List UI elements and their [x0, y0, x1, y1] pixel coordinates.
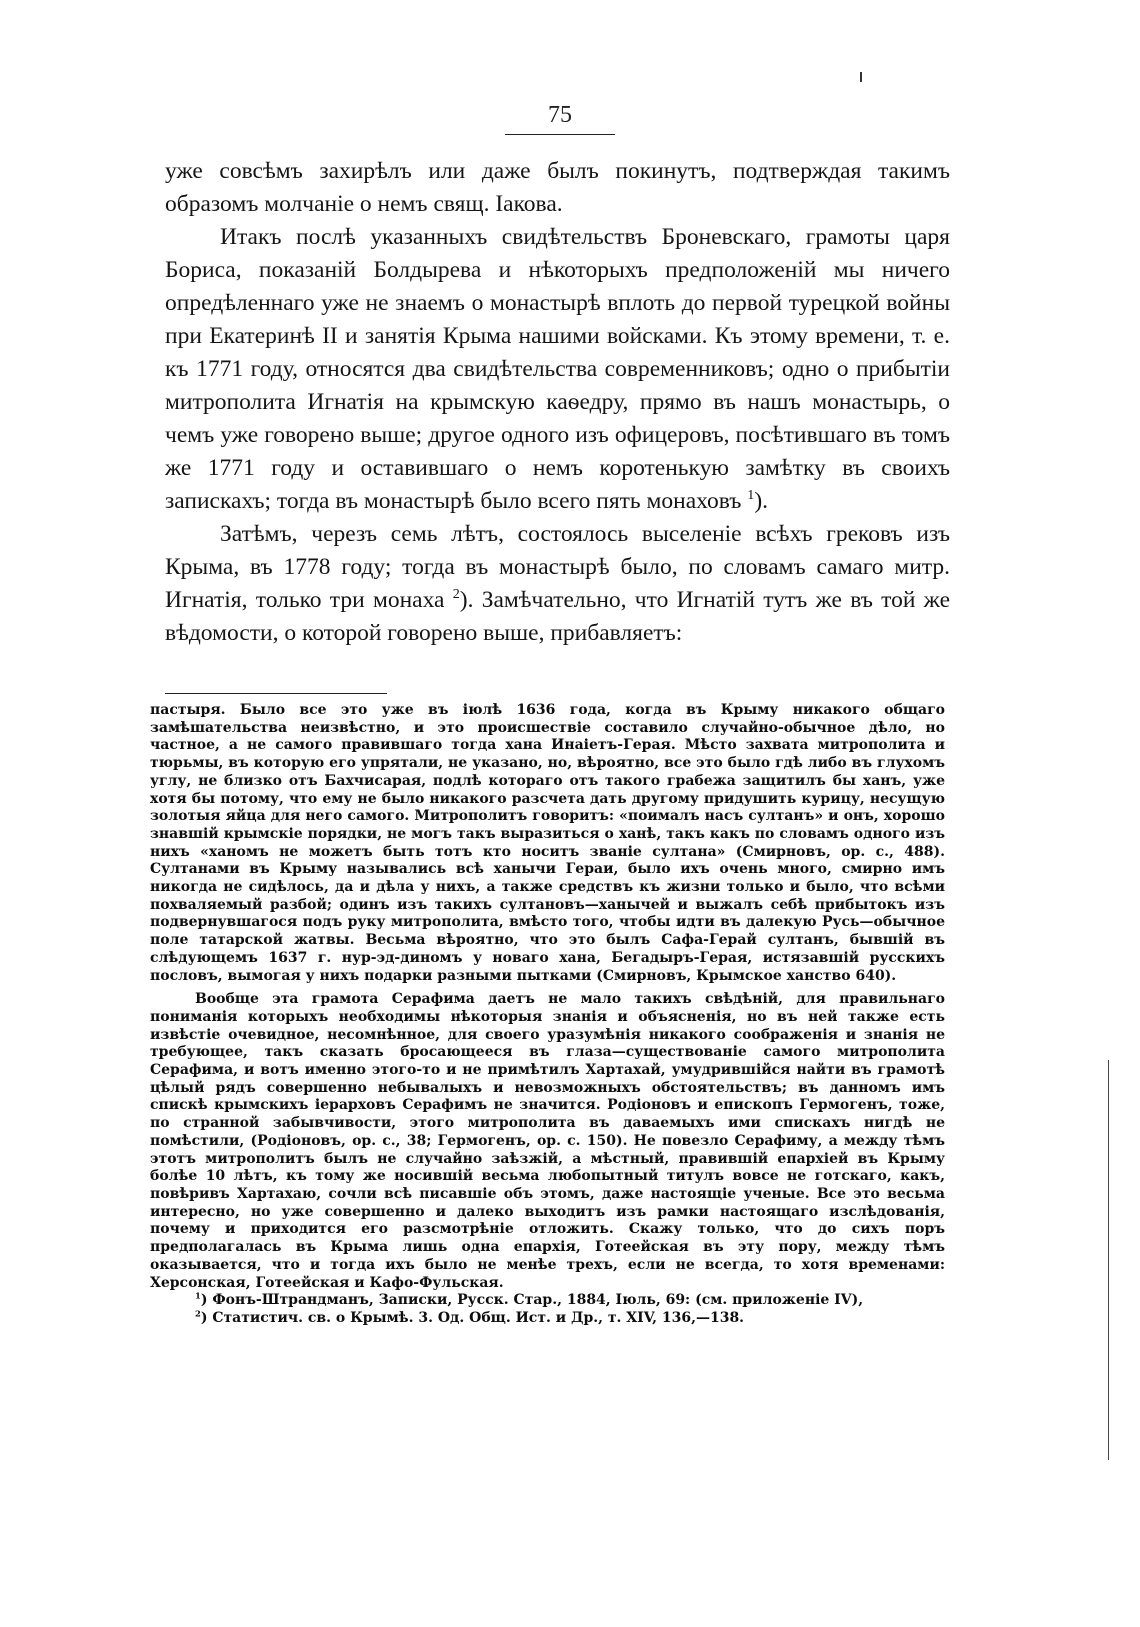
- page-number: 75: [548, 102, 572, 128]
- note-continuation: пастыря. Было все это уже въ іюлѣ 1636 года, когда въ Крыму никакого общаго замѣшательства неизвѣстно, и это происшествіе составило случайно-обычное дѣло, но частное, а не самого правившаго тогда хана Инаіетъ-Герая. Мѣсто захвата митрополита и тюрьмы, въ которую его упрятали, не указано, но, вѣроятно, все это было гдѣ либо въ глухомъ углу, не близко отъ Бахчисарая, подлѣ котораго отъ такого грабежа защитилъ бы ханъ, уже хотя бы потому, что ему не было никакого разсчета дать другому придушить курицу, несущую золотыя яйца для него самого. Митрополитъ говоритъ: «поималъ насъ султанъ» и онъ, хорошо знавшій крымскіе порядки, не могъ такъ выразиться о ханѣ, такъ какъ по словамъ одного изъ нихъ «ханомъ не можетъ быть тотъ кто носитъ званіе султана» (Смирновъ, ор. с., 488). Султанами въ Крыму назывались всѣ ханычи Гераи, было ихъ очень много, смирно имъ никогда не сидѣлось, да и дѣла у нихъ, а также средствъ къ жизни только и было, что всѣми похваляемый разбой; одинъ изъ такихъ султановъ—ханычей и выжалъ себѣ прибытокъ изъ подвернувшагося подъ руку митрополита, вмѣсто того, чтобы идти въ далекую Русь—обычное поле татарской жатвы. Весьма вѣроятно, что это былъ Сафа-Герай султанъ, бывшій въ слѣдующемъ 1637 г. нур-эд-диномъ у новаго хана, Бегадыръ-Герая, истязавшій русскихъ пословъ, вымогая у нихъ подарки разными пытками (Смирновъ, Крымское ханство 640).: [150, 702, 945, 984]
- main-text: [165, 155, 950, 650]
- paragraph: уже совсѣмъ захирѣлъ или даже былъ покинутъ, подтверждая такимъ образомъ молчаніе о немъ свящ. Іакова.: [165, 158, 950, 217]
- note-paragraph: Вообще эта грамота Серафима даетъ не мало такихъ свѣдѣній, для правильнаго пониманія которыхъ необходимы нѣкоторыя знанія и объясненія, но въ ней также есть извѣстіе очевидное, несомнѣнное, для своего уразумѣнія никакого соображенія и знанія не требующее, такъ сказать бросающееся въ глаза—существованіе самого митрополита Серафима, и вотъ именно этого-то и не примѣтилъ Хартахай, умудрившійся найти въ грамотѣ цѣлый рядъ совершенно небывалыхъ и невозможныхъ обстоятельствъ; въ данномъ имъ спискѣ крымскихъ іерарховъ Серафимъ не значится. Родіоновъ и епископъ Гермогенъ, тоже, по странной забывчивости, этого митрополита въ даваемыхъ ими спискахъ нигдѣ не помѣстили, (Родіоновъ, ор. с., 38; Гермогенъ, ор. с. 150). Не повезло Серафиму, а между тѣмъ этотъ митрополитъ былъ не случайно заѣзжій, а мѣстный, правившій епархіей въ Крыму болѣе 10 лѣтъ, къ тому же носившій весьма любопытный титулъ вовсе не готскаго, какъ, повѣривъ Хартахаю, сочли всѣ писавшіе объ этомъ, даже настоящіе ученые. Все это весьма интересно, но уже совершенно и далеко выходитъ изъ рамки настоящаго изслѣдованія, почему и приходится его разсмотрѣніе отложить. Скажу только, что до сихъ поръ предполагалась въ Крыма лишь одна епархія, Готеейская въ эту пору, между тѣмъ оказывается, что и тогда ихъ было не менѣе трехъ, если не всегда, то хотя временами: Херсонская, Готеейская и Кафо-Фульская.: [150, 991, 945, 1291]
- footnote-marker: 2: [195, 1308, 201, 1319]
- scan-mark: [1108, 1060, 1109, 1460]
- footnote: $^1$) Фонъ-Штрандманъ, Записки, Русск. Стар., 1884, Іюль, 69: (см. приложеніе IV),: [195, 1290, 864, 1309]
- scan-mark: [860, 72, 862, 82]
- footnote: $^2$) Статистич. св. о Крымѣ. 3. Од. Общ. Ист. и Др., т. XIV, 136,—138.: [195, 1308, 745, 1326]
- footnote-marker: 1: [195, 1290, 201, 1301]
- paragraph: Затѣмъ, черезъ семь лѣтъ, состоялось выселеніе всѣхъ грековъ изъ Крыма, въ 1778 году; тогда въ монастырѣ было, по словамъ самаго митр. Игнатія, только три монаха $^2$). Замѣчательно, что Игнатій тутъ же въ той же вѣдомости, о которой говорено выше, прибавляетъ:: [165, 521, 951, 646]
- page-number-rule: [505, 134, 615, 135]
- footnote-separator: [165, 693, 387, 694]
- notes-section: [150, 702, 945, 1328]
- paragraph: Итакъ послѣ указанныхъ свидѣтельствъ Броневскаго, грамоты царя Бориса, показаній Болдырева и нѣкоторыхъ предположеній мы ничего опредѣленнаго уже не знаемъ о монастырѣ вплоть до первой турецкой войны при Екатеринѣ II и занятія Крыма нашими войсками. Къ этому времени, т. е. къ 1771 году, относятся два свидѣтельства современниковъ; одно о прибытіи митрополита Игнатія на крымскую каѳедру, прямо въ нашъ монастырь, о чемъ уже говорено выше; другое одного изъ офицеровъ, посѣтившаго въ томъ же 1771 году и оставившаго о немъ коротенькую замѣтку въ своихъ запискахъ; тогда въ монастырѣ было всего пять монаховъ $^1$).: [165, 224, 950, 514]
- footnote-ref: 1: [747, 487, 755, 504]
- footnote-ref: 2: [452, 586, 460, 603]
